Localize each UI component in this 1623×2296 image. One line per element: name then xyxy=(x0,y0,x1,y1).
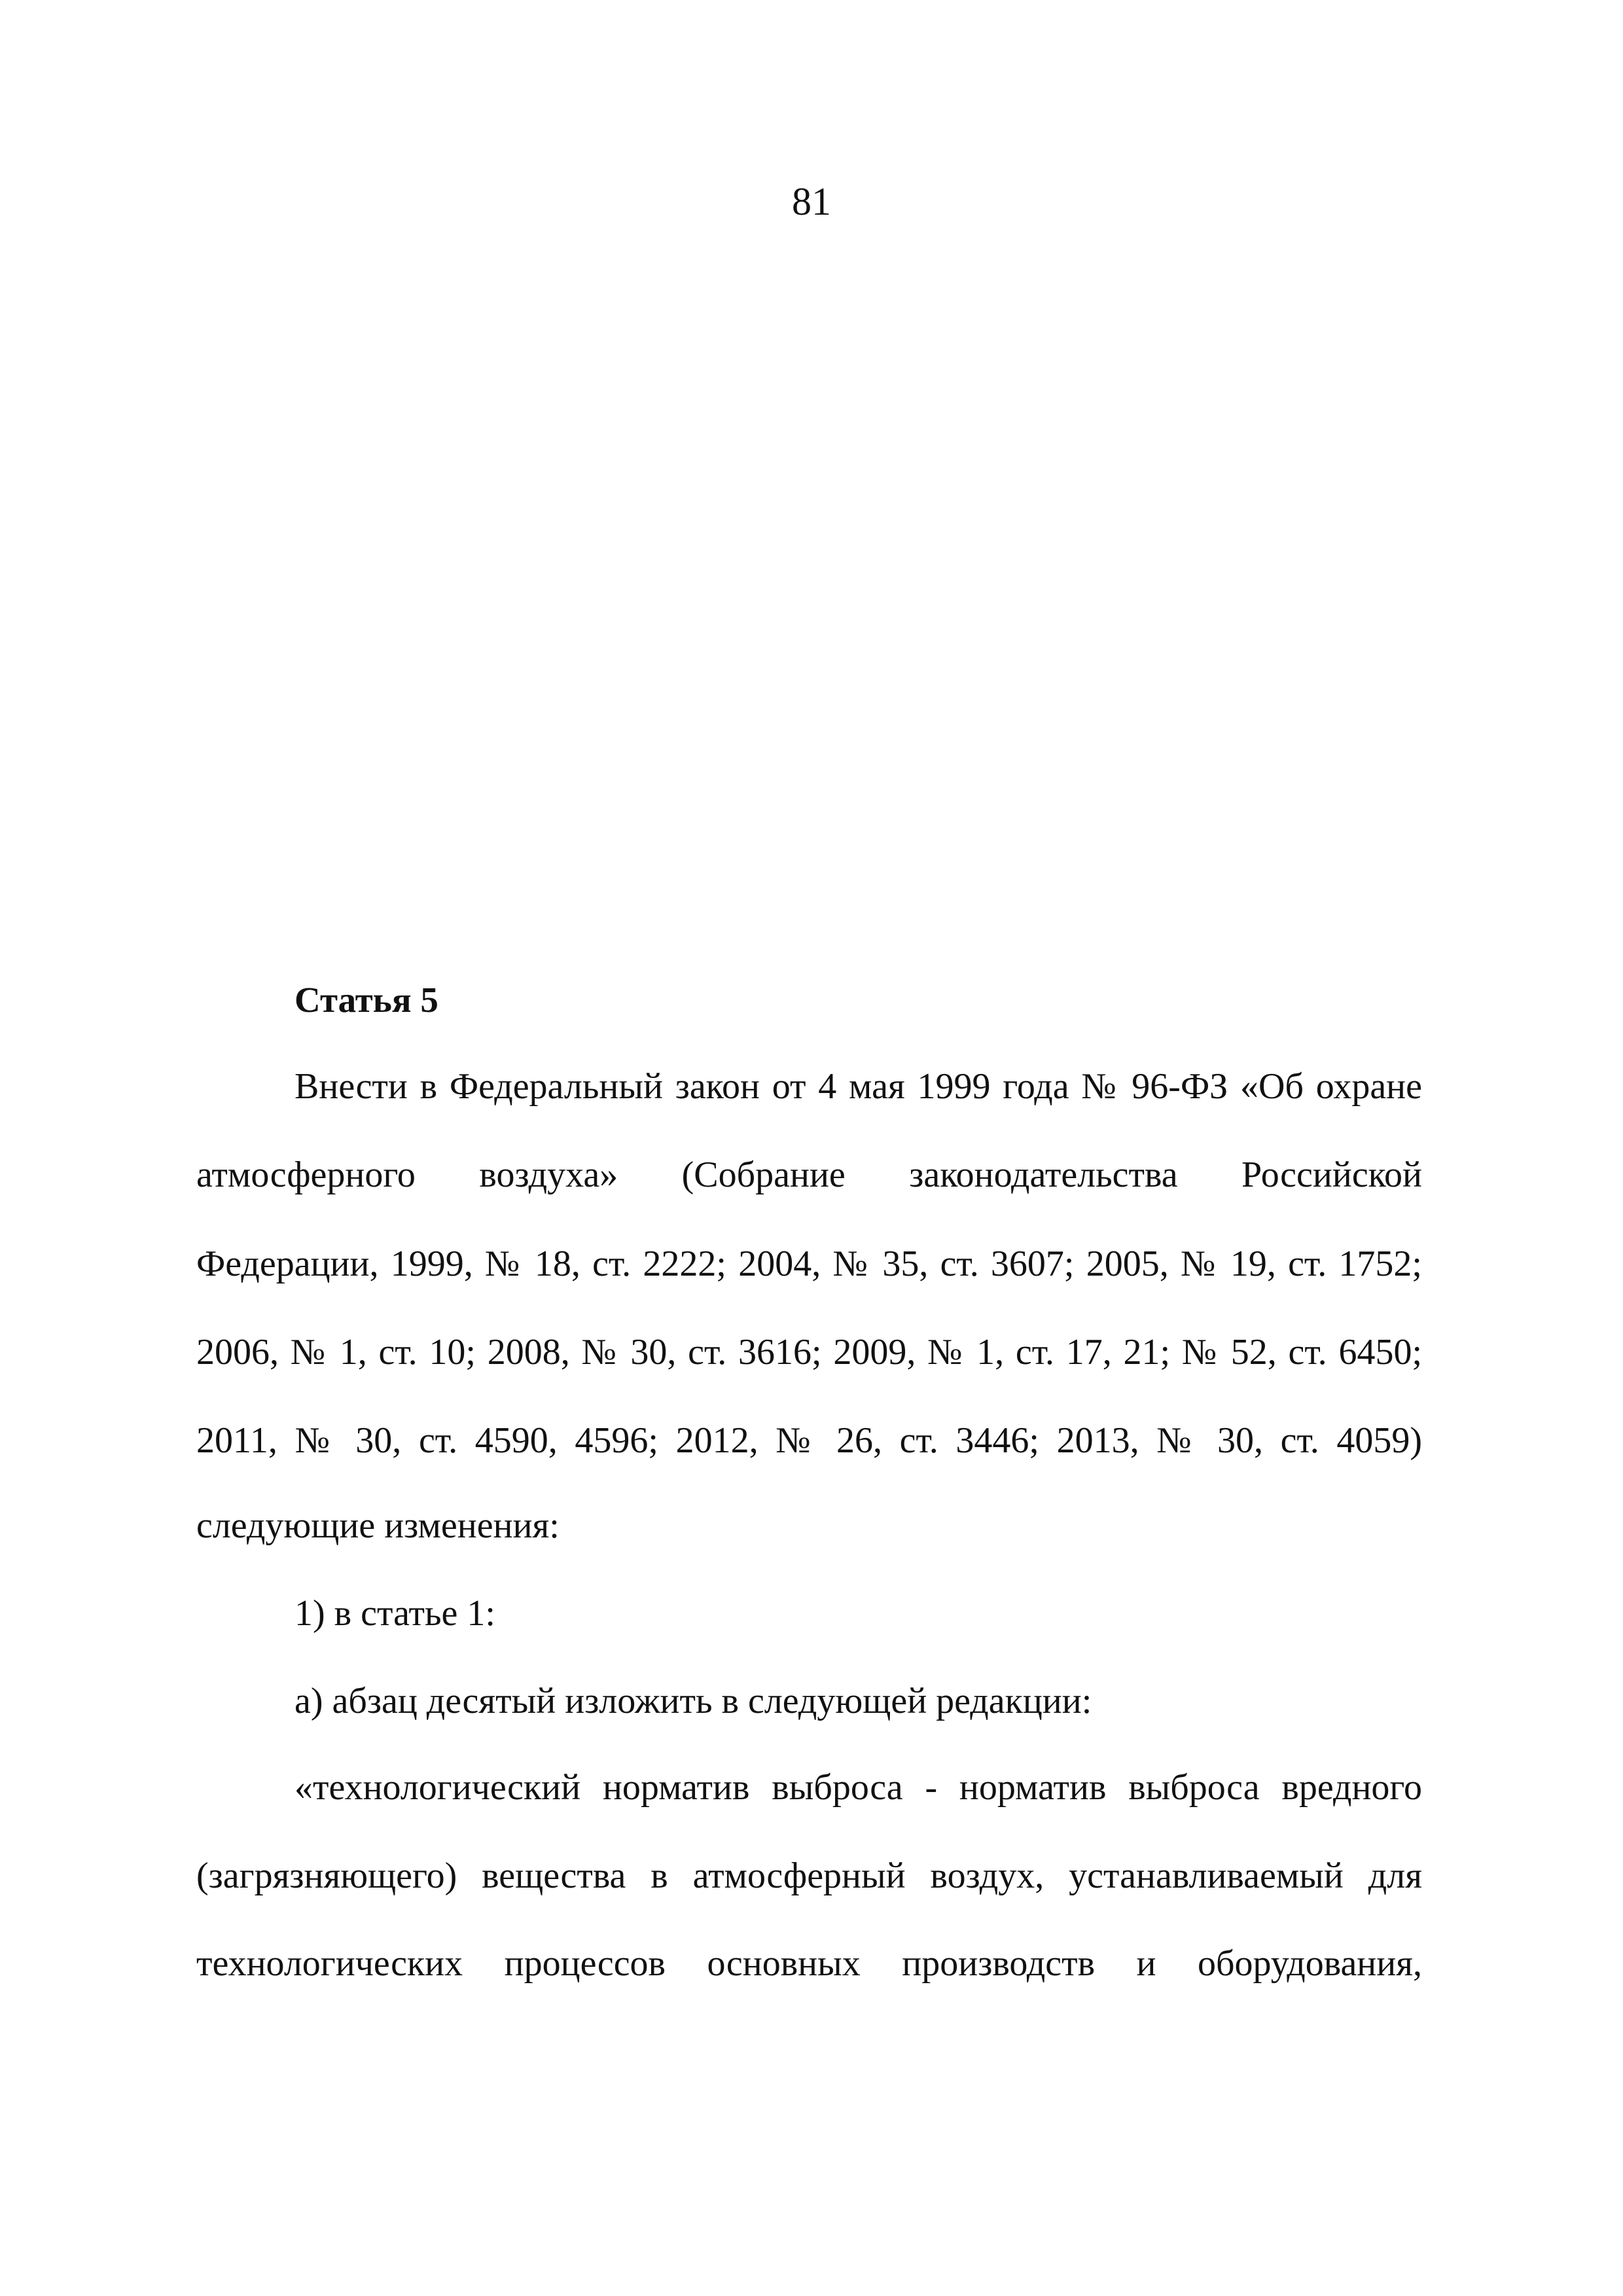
page-number: 81 xyxy=(792,180,831,223)
text-line-7: 1) в статье 1: xyxy=(294,1593,495,1634)
text-line-6: следующие изменения: xyxy=(196,1505,560,1546)
text-line-10: (загрязняющего) вещества в атмосферный воздух, устанавливаемый для xyxy=(196,1856,1422,1896)
text-line-11: технологических процессов основных производств и оборудования, xyxy=(196,1943,1422,1984)
article-heading: Статья 5 xyxy=(294,980,438,1020)
text-line-5: 2011, № 30, ст. 4590, 4596; 2012, № 26, ст. 3446; 2013, № 30, ст. 4059) xyxy=(196,1420,1422,1461)
text-line-1: Внести в Федеральный закон от 4 мая 1999 года № 96-ФЗ «Об охране xyxy=(294,1066,1422,1107)
text-line-2: атмосферного воздуха» (Собрание законодательства Российской xyxy=(196,1155,1422,1195)
text-line-9: «технологический норматив выброса - норматив выброса вредного xyxy=(294,1767,1422,1808)
text-line-3: Федерации, 1999, № 18, ст. 2222; 2004, № 35, ст. 3607; 2005, № 19, ст. 1752; xyxy=(196,1244,1422,1284)
text-line-8: а) абзац десятый изложить в следующей редакции: xyxy=(294,1681,1092,1721)
text-line-4: 2006, № 1, ст. 10; 2008, № 30, ст. 3616; 2009, № 1, ст. 17, 21; № 52, ст. 6450; xyxy=(196,1332,1422,1372)
